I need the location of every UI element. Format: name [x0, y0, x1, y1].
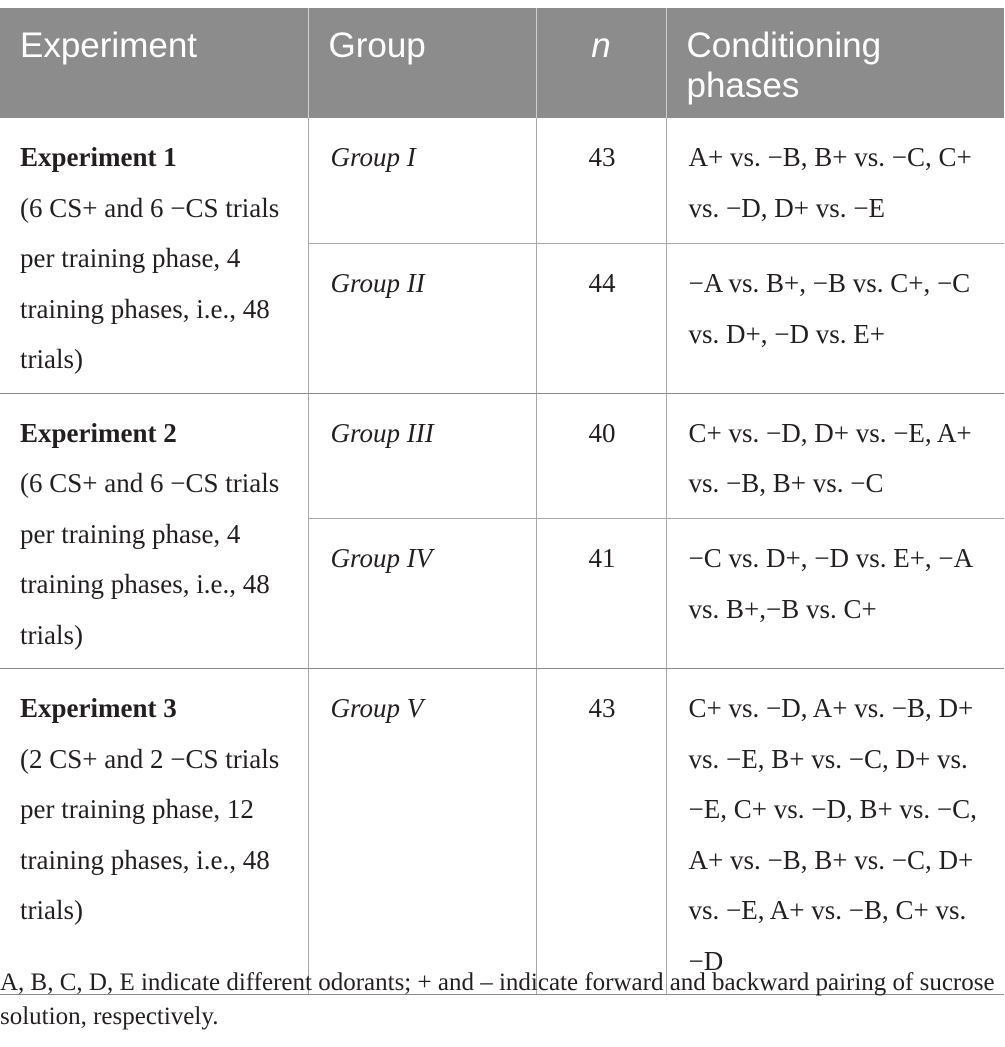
header-n-label: n [591, 26, 611, 65]
conditioning-phases: −C vs. D+, −D vs. E+, −A vs. B+,−B vs. C+ [666, 519, 1004, 669]
group-n: 43 [536, 118, 666, 244]
experiment-title: Experiment 2 [20, 417, 177, 448]
experiment-cell [0, 669, 308, 995]
experiment-title: Experiment 1 [20, 142, 177, 172]
group-n: 44 [536, 244, 666, 393]
group-n: 43 [536, 669, 666, 995]
table-footnote: A, B, C, D, E indicate different odorants; + and – indicate forward and backward pairing of sucrose solution, respectively. [0, 969, 995, 1030]
header-n [536, 8, 666, 118]
table-header-row [0, 8, 1004, 118]
experiment-note: (2 CS+ and 2 −CS trials per training phase, 12 training phases, i.e., 48 trials) [20, 743, 280, 925]
table-row [0, 118, 1004, 244]
group-name: Group I [308, 118, 536, 244]
experiment-title: Experiment 3 [20, 693, 177, 723]
conditioning-phases-line: C+ vs. −D, A+ vs. −B, D+ vs. −E, B+ vs. −C, [688, 693, 974, 774]
conditioning-phases: A+ vs. −B, B+ vs. −C, C+ vs. −D, D+ vs. −E [666, 118, 1004, 244]
group-n: 40 [536, 393, 666, 519]
conditioning-phases: −A vs. B+, −B vs. C+, −C vs. D+, −D vs. E+ [666, 244, 1004, 393]
group-name: Group IV [308, 519, 536, 669]
experiment-table [0, 8, 1004, 995]
conditioning-phases: C+ vs. −D, D+ vs. −E, A+ vs. −B, B+ vs. −C [666, 393, 1004, 519]
group-name: Group II [308, 244, 536, 393]
conditioning-phases-line: D+ vs. −E, C+ vs. −D, B+ vs. −C, A+ vs. −B, [688, 743, 977, 875]
conditioning-phases-line: B+ vs. −C, D+ vs. −E, A+ vs. −B, C+ vs. −D [688, 844, 974, 976]
conditioning-phases [666, 669, 1004, 995]
experiment-cell [0, 118, 308, 393]
header-conditioning-phases: Conditioning phases [666, 8, 1004, 118]
header-group: Group [308, 8, 536, 118]
experiment-note: (6 CS+ and 6 −CS trials per training phase, 4 training phases, i.e., 48 trials) [20, 468, 280, 650]
experiment-cell [0, 393, 308, 669]
group-name: Group III [308, 393, 536, 519]
table-row [0, 393, 1004, 519]
group-n: 41 [536, 519, 666, 669]
experiment-note: (6 CS+ and 6 −CS trials per training phase, 4 training phases, i.e., 48 trials) [20, 192, 280, 374]
table-row [0, 669, 1004, 995]
group-name: Group V [308, 669, 536, 995]
header-experiment: Experiment [0, 8, 308, 118]
